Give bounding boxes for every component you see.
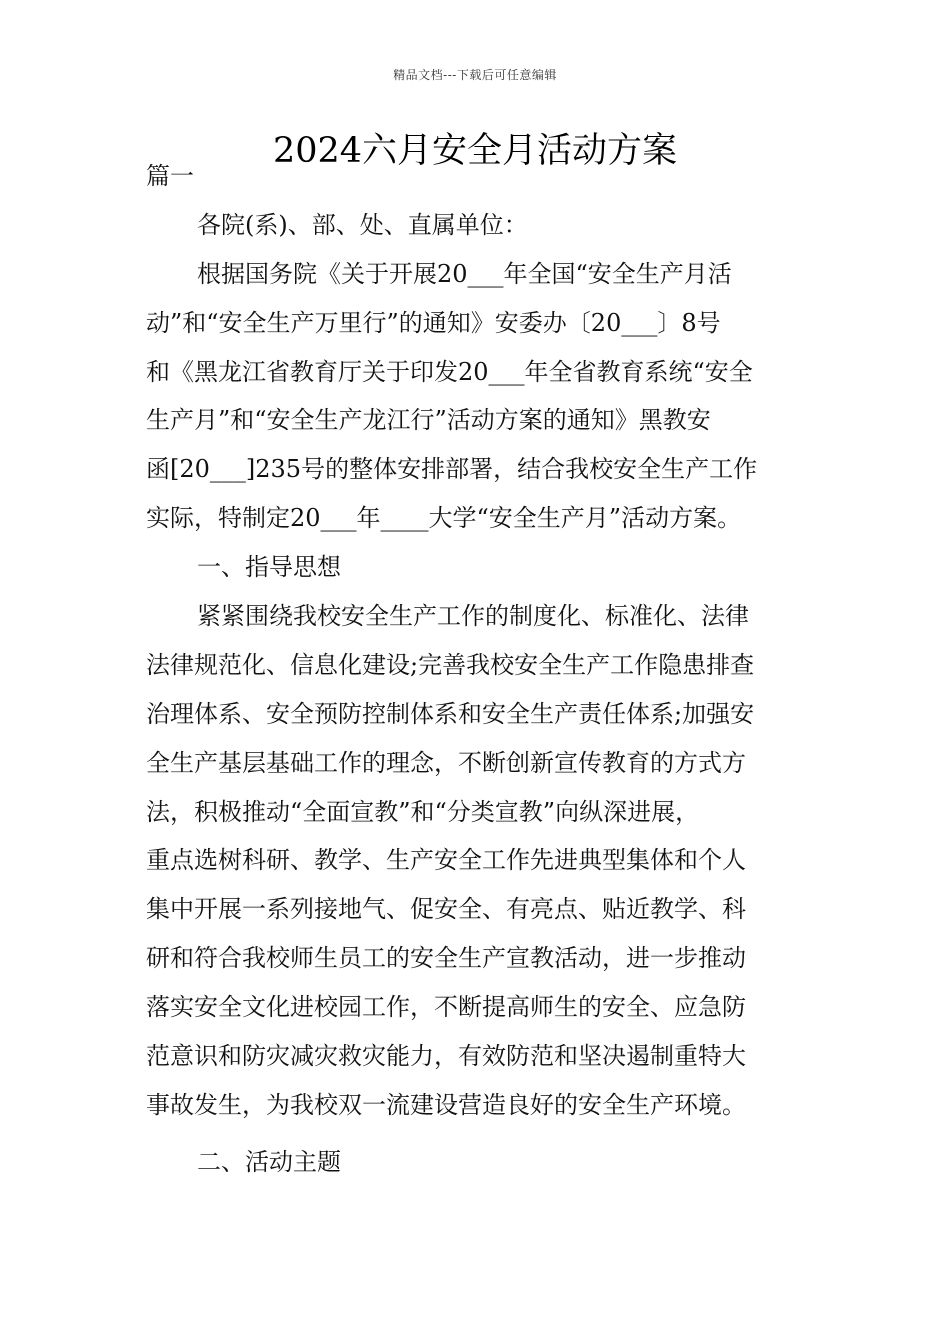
paragraph-line: 根据国务院《关于开展20___年全国“安全生产月活 [197,259,732,288]
section-label: 篇一 [146,162,194,190]
paragraph-line: 治理体系、安全预防控制体系和安全生产责任体系;加强安 [146,699,755,728]
paragraph-line: 落实安全文化进校园工作，不断提高师生的安全、应急防 [146,993,746,1022]
paragraph-line: 函[20___]235号的整体安排部署，结合我校安全生产工作 [146,455,758,484]
paragraph-line: 法律规范化、信息化建设;完善我校安全生产工作隐患排查 [146,650,755,679]
paragraph-line: 动”和“安全生产万里行”的通知》安委办〔20___〕8号 [146,308,721,337]
section-heading-guiding: 一、指导思想 [197,553,341,582]
spacer [146,1130,811,1138]
document-body [146,152,811,1187]
paragraph-line: 重点选树科研、教学、生产安全工作先进典型集体和个人 [146,846,746,875]
paragraph-line: 生产月”和“安全生产龙江行”活动方案的通知》黑教安 [146,406,711,435]
paragraph-line: 法，积极推动“全面宣教”和“分类宣教”向纵深进展， [146,797,700,826]
salutation: 各院(系)、部、处、直属单位： [197,210,528,239]
paragraph-line: 事故发生，为我校双一流建设营造良好的安全生产环境。 [146,1090,746,1119]
header-note: 精品文档---下载后可任意编辑 [393,68,557,82]
intro-paragraph [146,250,811,543]
paragraph-line: 范意识和防灾减灾救灾能力，有效防范和坚决遏制重特大 [146,1042,746,1071]
paragraph-line: 紧紧围绕我校安全生产工作的制度化、标准化、法律 [197,602,749,631]
paragraph-line: 研和符合我校师生员工的安全生产宣教活动，进一步推动 [146,944,746,973]
paragraph-line: 全生产基层基础工作的理念，不断创新宣传教育的方式方 [146,748,746,777]
paragraph-line: 和《黑龙江省教育厅关于印发20___年全省教育系统“安全 [146,357,753,386]
document-title: 2024六月安全月活动方案 [272,131,678,171]
section-heading-theme: 二、活动主题 [197,1147,341,1176]
guiding-paragraph [146,592,811,1130]
paragraph-line: 集中开展一系列接地气、促安全、有亮点、贴近教学、科 [146,895,746,924]
paragraph-line: 实际，特制定20___年____大学“安全生产月”活动方案。 [146,504,742,533]
